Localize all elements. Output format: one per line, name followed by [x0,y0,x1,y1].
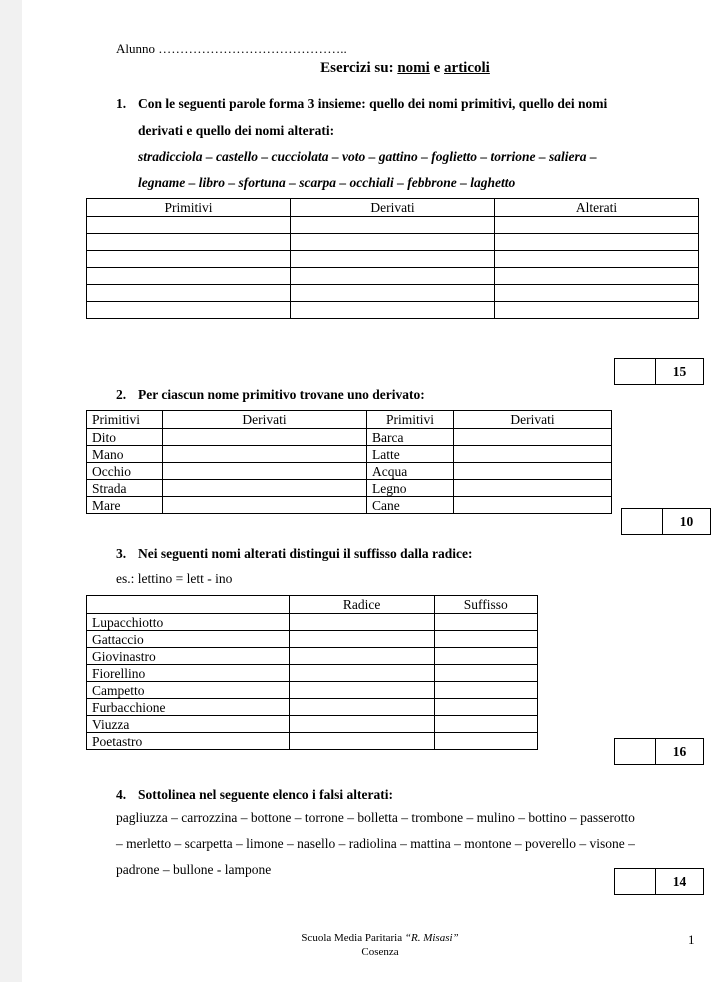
ex3-example: es.: lettino = lett - ino [116,571,233,586]
answer-cell[interactable] [291,268,495,285]
answer-cell[interactable] [495,234,699,251]
title-word-articoli: articoli [444,60,490,76]
ex3-header-empty [87,596,290,614]
score-blank[interactable] [615,359,656,384]
answer-cell[interactable] [434,733,537,750]
table-row [87,480,612,497]
answer-cell[interactable] [163,497,367,514]
ex1-header-alterati: Alterati [495,199,699,217]
word-cell: Lupacchiotto [87,614,290,631]
answer-cell[interactable] [289,614,434,631]
answer-cell[interactable] [289,665,434,682]
table-row [87,302,699,319]
table-row [87,733,538,750]
ex4-instruction: Sottolinea nel seguente elenco i falsi alterati: [138,787,393,802]
word-cell: Mano [87,446,163,463]
word-cell: Poetastro [87,733,290,750]
word-cell: Barca [367,429,454,446]
ex1-score-box [614,358,704,385]
ex2-header-primitivi-left: Primitivi [87,411,163,429]
answer-cell[interactable] [291,302,495,319]
table-row [87,497,612,514]
answer-cell[interactable] [495,268,699,285]
table-row [87,446,612,463]
ex2-header-derivati-left: Derivati [163,411,367,429]
answer-cell[interactable] [434,648,537,665]
word-cell: Fiorellino [87,665,290,682]
answer-cell[interactable] [434,614,537,631]
ex2-instruction: Per ciascun nome primitivo trovane uno derivato: [138,387,425,402]
ex4-score-box [614,868,704,895]
ex2-table [86,410,612,514]
answer-cell[interactable] [434,631,537,648]
table-row [87,665,538,682]
ex1-header-primitivi: Primitivi [87,199,291,217]
answer-cell[interactable] [289,716,434,733]
student-name-field[interactable] [116,41,347,57]
ex4-number: 4. [116,787,127,802]
table-row [87,285,699,302]
table-row [87,648,538,665]
answer-cell[interactable] [163,429,367,446]
page-number: 1 [688,932,695,947]
answer-cell[interactable] [87,234,291,251]
answer-cell[interactable] [495,217,699,234]
answer-cell[interactable] [291,285,495,302]
answer-cell[interactable] [87,217,291,234]
ex4-line2: – merletto – scarpetta – limone – nasello – radiolina – mattina – montone – poverello – visone – [116,836,635,851]
score-blank[interactable] [615,739,656,764]
answer-cell[interactable] [454,429,612,446]
ex3-number: 3. [116,546,127,561]
score-blank[interactable] [615,869,656,894]
score-value: 10 [679,513,694,529]
answer-cell[interactable] [495,251,699,268]
word-cell: Strada [87,480,163,497]
answer-cell[interactable] [289,682,434,699]
answer-cell[interactable] [454,497,612,514]
answer-cell[interactable] [163,463,367,480]
word-cell: Latte [367,446,454,463]
ex1-header-derivati: Derivati [291,199,495,217]
table-row [87,217,699,234]
table-row [87,463,612,480]
answer-cell[interactable] [434,699,537,716]
table-row [87,614,538,631]
ex4-line1: pagliuzza – carrozzina – bottone – torrone – bolletta – trombone – mulino – bottino – passerotto [116,810,635,825]
answer-cell[interactable] [434,682,537,699]
answer-cell[interactable] [289,648,434,665]
answer-cell[interactable] [454,463,612,480]
student-label: Alunno …………………………………….. [116,41,347,56]
ex1-table [86,198,699,319]
word-cell: Acqua [367,463,454,480]
word-cell: Dito [87,429,163,446]
word-cell: Gattaccio [87,631,290,648]
ex1-words-line1: stradicciola – castello – cucciolata – voto – gattino – foglietto – torrione – saliera – [138,149,597,164]
table-row [87,631,538,648]
word-cell: Campetto [87,682,290,699]
ex2-header-primitivi-right: Primitivi [367,411,454,429]
answer-cell[interactable] [454,480,612,497]
answer-cell[interactable] [87,251,291,268]
score-value: 16 [672,743,687,759]
answer-cell[interactable] [87,285,291,302]
ex3-instruction: Nei seguenti nomi alterati distingui il suffisso dalla radice: [138,546,473,561]
ex1-instruction-line2: derivati e quello dei nomi alterati: [138,123,335,138]
table-row [87,699,538,716]
footer-city: Cosenza [361,946,399,958]
ex1-number: 1. [116,96,127,111]
word-cell: Occhio [87,463,163,480]
ex1-instruction-line1: Con le seguenti parole forma 3 insieme: quello dei nomi primitivi, quello dei nomi [138,96,608,111]
table-row [87,234,699,251]
score-value: 14 [672,873,687,889]
answer-cell[interactable] [434,716,537,733]
answer-cell[interactable] [289,733,434,750]
answer-cell[interactable] [163,480,367,497]
answer-cell[interactable] [434,665,537,682]
table-row [87,268,699,285]
word-cell: Viuzza [87,716,290,733]
ex2-number: 2. [116,387,127,402]
word-cell: Legno [367,480,454,497]
table-row [87,429,612,446]
answer-cell[interactable] [495,302,699,319]
page-title: Esercizi su: nomi e articoli [320,60,490,76]
answer-cell[interactable] [454,446,612,463]
word-cell: Mare [87,497,163,514]
ex4-line3: padrone – bullone - lampone [116,862,272,877]
word-cell: Giovinastro [87,648,290,665]
ex1-words-line2: legname – libro – sfortuna – scarpa – occhiali – febbrone – laghetto [138,175,516,190]
word-cell: Cane [367,497,454,514]
word-cell: Furbacchione [87,699,290,716]
answer-cell[interactable] [291,217,495,234]
answer-cell[interactable] [87,302,291,319]
ex2-header-derivati-right: Derivati [454,411,612,429]
answer-cell[interactable] [495,285,699,302]
ex2-score-box [621,508,711,535]
table-row [87,251,699,268]
table-row [87,682,538,699]
answer-cell[interactable] [163,446,367,463]
answer-cell[interactable] [291,251,495,268]
answer-cell[interactable] [289,699,434,716]
score-value: 15 [672,363,687,379]
left-margin-strip [0,0,22,982]
footer-school-name: “R. Misasi” [404,932,459,944]
ex3-header-radice: Radice [289,596,434,614]
table-row [87,716,538,733]
answer-cell[interactable] [289,631,434,648]
answer-cell[interactable] [291,234,495,251]
footer-school: Scuola Media Paritaria “R. Misasi” [301,932,459,944]
score-blank[interactable] [622,509,663,534]
ex3-score-box [614,738,704,765]
title-word-nomi: nomi [397,60,430,76]
ex3-table [86,595,538,750]
ex3-header-suffisso: Suffisso [434,596,537,614]
answer-cell[interactable] [87,268,291,285]
